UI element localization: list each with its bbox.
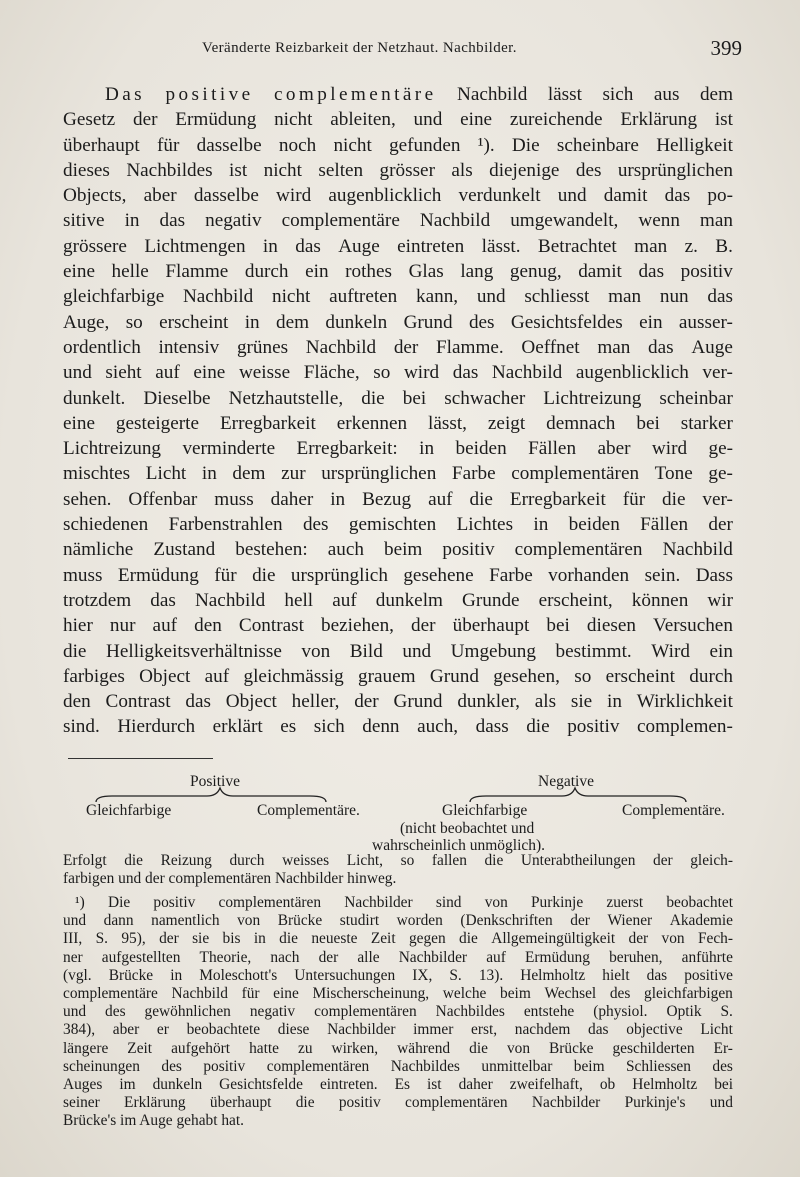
body-line: eine helle Flamme durch ein rothes Glas lang genug, damit das positiv — [63, 261, 733, 283]
diagram-positive: Positive — [190, 773, 240, 790]
body-line: sehen. Offenbar muss daher in Bezug auf die Erregbarkeit für die ver- — [63, 488, 733, 510]
footnote-line: ner aufgestellten Theorie, nach der alle Nachbilder auf Ermüdung beruhen, anführte — [63, 948, 733, 966]
diagram-note-line-1: (nicht beobachtet und — [400, 820, 535, 837]
body-line: ordentlich intensiv grünes Nachbild der Flamme. Oeffnet man das Auge — [63, 336, 733, 358]
running-title: Veränderte Reizbarkeit der Netzhaut. Nachbilder. — [202, 40, 517, 56]
diagram-complementaere-negative: Complementäre. — [622, 802, 725, 819]
diagram-complementaere-positive: Complementäre. — [257, 802, 360, 819]
body-line: die Helligkeitsverhältnisse von Bild und Umgebung bestimmt. Wird ein — [63, 640, 733, 662]
body-line: Gesetz der Ermüdung nicht ableiten, und eine zureichende Erklärung ist — [63, 109, 733, 131]
footnote-first-line: ¹) Die positiv complementären Nachbilder sind von Purkinje zuerst beobachtet — [75, 894, 733, 911]
footnote-line: Auges im dunkeln Gesichtsfelde eintreten. Es ist daher zweifelhaft, ob Helmholtz bei — [63, 1075, 733, 1093]
footnote-separator — [68, 758, 213, 759]
footnote-line: und dann namentlich von Brücke studirt worden (Denkschriften der Wiener Akademie — [63, 912, 733, 930]
diagram-gleichfarbige-negative: Gleichfarbige — [442, 802, 528, 819]
body-line: schiedenen Farbenstrahlen des gemischten Lichtes in beiden Fällen der — [63, 514, 733, 536]
diagram-note-line-2: wahrscheinlich unmöglich). — [372, 837, 546, 854]
body-line: Lichtreizung verminderte Erregbarkeit: in beiden Fällen aber wird ge- — [63, 438, 733, 460]
footnote-line: seiner Erklärung überhaupt die positiv complementären Nachbilder Purkinje's und — [63, 1094, 733, 1112]
footnote — [63, 894, 733, 1130]
page-number: 399 — [710, 36, 742, 60]
footnote-line: (vgl. Brücke in Moleschott's Untersuchungen IX, S. 13). Helmholtz hielt das positive — [63, 966, 733, 984]
body-line: Das positive complementäre Nachbild lässt sich aus dem — [105, 84, 733, 105]
body-line: und sieht auf eine weisse Fläche, so wird das Nachbild augenblicklich ver- — [63, 362, 733, 384]
afterimage-classification-diagram — [62, 773, 742, 854]
continuation-line: Erfolgt die Reizung durch weisses Licht, so fallen die Unterabtheilungen der gleich- — [63, 852, 733, 869]
main-text — [63, 82, 733, 740]
body-line: überhaupt für dasselbe noch nicht gefunden ¹). Die scheinbare Helligkeit — [63, 134, 733, 156]
diagram-negative: Negative — [538, 773, 594, 790]
footnote-line: Brücke's im Auge gehabt hat. — [63, 1112, 245, 1130]
footnote-line: längere Zeit aufgehört hatte zu wirken, während die von Brücke geschilderten Er- — [63, 1039, 733, 1057]
body-line: muss Ermüdung für die ursprünglich gesehene Farbe vorhanden sein. Dass — [63, 564, 733, 586]
body-line: sind. Hierdurch erklärt es sich denn auch, dass die positiv complemen- — [63, 716, 733, 738]
body-line: gleichfarbige Nachbild nicht auftreten kann, und schliesst man nun das — [63, 286, 733, 308]
body-line: trotzdem das Nachbild hell auf dunkelm Grunde erscheint, können wir — [63, 589, 733, 611]
body-line: mischtes Licht in dem zur ursprünglichen Farbe complementären Tone ge- — [63, 463, 733, 485]
diagram-continuation-text — [63, 852, 733, 888]
body-line: grössere Lichtmengen in das Auge eintreten lässt. Betrachtet man z. B. — [63, 235, 733, 257]
body-line: dieses Nachbildes ist nicht selten grösser als diejenige des ursprünglichen — [63, 159, 733, 181]
footnote-line: III, S. 95), der sie bis in die neueste Zeit gegen die Allgemeingültigkeit der von Fech- — [63, 930, 733, 948]
footnote-line: complementäre Nachbild für eine Mischerscheinung, welche beim Wechsel des gleichfarbigen — [63, 984, 733, 1002]
diagram-gleichfarbige-positive: Gleichfarbige — [86, 802, 172, 819]
body-line: hier nur auf den Contrast beziehen, der überhaupt bei diesen Versuchen — [63, 615, 733, 637]
continuation-line: farbigen und der complementären Nachbilder hinweg. — [63, 870, 397, 888]
footnote-line: und des gewöhnlichen negativ complementären Nachbildes entstehe (physiol. Optik S. — [63, 1003, 733, 1021]
footnote-line: scheinungen des positiv complementären Nachbildes unmittelbar beim Schliessen des — [63, 1057, 733, 1075]
body-line: sitive in das negativ complementäre Nachbild umgewandelt, wenn man — [63, 210, 733, 232]
body-line: nämliche Zustand bestehen: auch beim positiv complementären Nachbild — [63, 539, 733, 561]
body-line: Auge, so erscheint in dem dunkeln Grund des Gesichtsfeldes ein ausser- — [63, 311, 733, 333]
page-header — [62, 36, 742, 64]
body-line: Objects, aber dasselbe wird augenblicklich verdunkelt und damit das po- — [63, 185, 733, 207]
body-line: farbiges Object auf gleichmässig grauem Grund gesehen, so erscheint durch — [63, 665, 733, 687]
body-line: eine gesteigerte Erregbarkeit erkennen lässt, zeigt demnach bei starker — [63, 412, 733, 434]
body-line: dunkelt. Dieselbe Netzhautstelle, die bei schwacher Lichtreizung scheinbar — [63, 387, 733, 409]
body-line: den Contrast das Object heller, der Grund dunkler, als sie in Wirklichkeit — [63, 691, 733, 713]
footnote-line: 384), aber er beobachtete diese Nachbilder immer erst, nachdem das objective Licht — [63, 1021, 733, 1039]
